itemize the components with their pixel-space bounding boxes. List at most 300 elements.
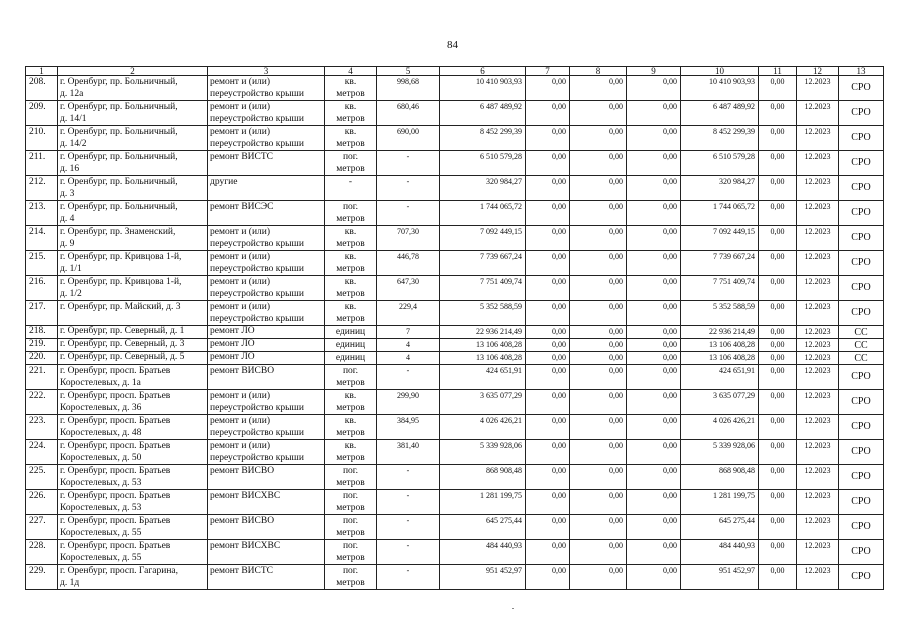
work-type-cell — [208, 226, 325, 251]
row-number: 229. — [26, 565, 58, 590]
work-type-cell — [208, 126, 325, 151]
total-cost-cell: 10 410 903,93 — [440, 76, 526, 101]
total-cost-cell: 7 751 409,74 — [440, 276, 526, 301]
volume-cell: 707,30 — [377, 226, 440, 251]
work-type-cell — [208, 339, 325, 352]
value-cell-7: 0,00 — [526, 515, 570, 540]
unit-cell-line: метров — [336, 428, 365, 438]
work-type-cell-line: ремонт и (или) — [210, 302, 271, 312]
table-row — [26, 440, 884, 465]
address-cell-line: Коростелевых, д. 53 — [60, 503, 142, 513]
address-cell-line: д. 14/1 — [60, 114, 87, 124]
unit-cell — [325, 226, 377, 251]
value-cell-9: 0,00 — [627, 465, 681, 490]
address-cell — [58, 415, 208, 440]
deadline-cell: 12.2023 — [797, 251, 839, 276]
value-cell-8: 0,00 — [570, 101, 627, 126]
value-cell-7: 0,00 — [526, 465, 570, 490]
total-cost-cell: 320 984,27 — [440, 176, 526, 201]
fund-type-cell: СС — [839, 326, 884, 339]
work-type-cell — [208, 251, 325, 276]
value-cell-8: 0,00 — [570, 352, 627, 365]
unit-cell-line: единиц — [335, 340, 366, 350]
work-type-cell-line: переустройство крыши — [210, 428, 304, 438]
row-number: 209. — [26, 101, 58, 126]
column-header: 2 — [58, 67, 208, 76]
value-cell-9: 0,00 — [627, 226, 681, 251]
value-cell-10: 7 751 409,74 — [681, 276, 759, 301]
row-number: 225. — [26, 465, 58, 490]
deadline-cell: 12.2023 — [797, 301, 839, 326]
unit-cell — [325, 465, 377, 490]
value-cell-7: 0,00 — [526, 352, 570, 365]
row-number: 214. — [26, 226, 58, 251]
unit-cell-line: кв. — [344, 416, 357, 426]
total-cost-cell: 7 739 667,24 — [440, 251, 526, 276]
unit-cell — [325, 490, 377, 515]
table-row — [26, 515, 884, 540]
fund-type-cell: СРО — [839, 390, 884, 415]
value-cell-8: 0,00 — [570, 201, 627, 226]
work-type-cell-line: ремонт и (или) — [210, 227, 271, 237]
deadline-cell: 12.2023 — [797, 515, 839, 540]
address-cell — [58, 515, 208, 540]
row-number: 217. — [26, 301, 58, 326]
value-cell-8: 0,00 — [570, 390, 627, 415]
work-type-cell-line: переустройство крыши — [210, 314, 304, 324]
work-type-cell-line: ремонт ВИСТС — [210, 566, 274, 576]
deadline-cell: 12.2023 — [797, 440, 839, 465]
address-cell-line: Коростелевых, д. 50 — [60, 453, 142, 463]
table-row — [26, 126, 884, 151]
volume-cell: 299,90 — [377, 390, 440, 415]
value-cell-11: 0,00 — [759, 352, 797, 365]
value-cell-8: 0,00 — [570, 326, 627, 339]
column-header: 3 — [208, 67, 325, 76]
value-cell-8: 0,00 — [570, 251, 627, 276]
value-cell-8: 0,00 — [570, 465, 627, 490]
work-type-cell-line: другие — [210, 177, 238, 187]
total-cost-cell: 8 452 299,39 — [440, 126, 526, 151]
value-cell-7: 0,00 — [526, 565, 570, 590]
total-cost-cell: 951 452,97 — [440, 565, 526, 590]
total-cost-cell: 484 440,93 — [440, 540, 526, 565]
unit-cell — [325, 339, 377, 352]
address-cell-line: Коростелевых, д. 53 — [60, 478, 142, 488]
work-type-cell — [208, 76, 325, 101]
value-cell-8: 0,00 — [570, 151, 627, 176]
value-cell-8: 0,00 — [570, 226, 627, 251]
fund-type-cell: СРО — [839, 365, 884, 390]
value-cell-11: 0,00 — [759, 76, 797, 101]
deadline-cell: 12.2023 — [797, 465, 839, 490]
volume-cell: 7 — [377, 326, 440, 339]
table-row — [26, 339, 884, 352]
value-cell-11: 0,00 — [759, 251, 797, 276]
fund-type-cell: СС — [839, 352, 884, 365]
column-header: 1 — [26, 67, 58, 76]
value-cell-9: 0,00 — [627, 276, 681, 301]
unit-cell-line: пог. — [342, 566, 359, 576]
unit-cell-line: метров — [336, 164, 365, 174]
value-cell-10: 6 510 579,28 — [681, 151, 759, 176]
value-cell-10: 13 106 408,28 — [681, 352, 759, 365]
deadline-cell: 12.2023 — [797, 76, 839, 101]
total-cost-cell: 5 352 588,59 — [440, 301, 526, 326]
volume-cell: - — [377, 515, 440, 540]
value-cell-7: 0,00 — [526, 101, 570, 126]
unit-cell-line: кв. — [344, 77, 357, 87]
table-row — [26, 251, 884, 276]
volume-cell: 384,95 — [377, 415, 440, 440]
total-cost-cell: 868 908,48 — [440, 465, 526, 490]
unit-cell-line: метров — [336, 403, 365, 413]
value-cell-9: 0,00 — [627, 515, 681, 540]
fund-type-cell: СРО — [839, 490, 884, 515]
address-cell-line: г. Оренбург, пр. Кривцова 1-й, — [60, 277, 182, 287]
total-cost-cell: 6 510 579,28 — [440, 151, 526, 176]
unit-cell — [325, 176, 377, 201]
address-cell — [58, 352, 208, 365]
fund-type-cell: СРО — [839, 301, 884, 326]
value-cell-8: 0,00 — [570, 490, 627, 515]
address-cell — [58, 440, 208, 465]
unit-cell-line: метров — [336, 378, 365, 388]
address-cell-line: г. Оренбург, просп. Братьев — [60, 391, 171, 401]
value-cell-10: 6 487 489,92 — [681, 101, 759, 126]
value-cell-11: 0,00 — [759, 151, 797, 176]
total-cost-cell: 424 651,91 — [440, 365, 526, 390]
column-header: 6 — [440, 67, 526, 76]
value-cell-11: 0,00 — [759, 565, 797, 590]
value-cell-11: 0,00 — [759, 490, 797, 515]
total-cost-cell: 22 936 214,49 — [440, 326, 526, 339]
fund-type-cell: СРО — [839, 176, 884, 201]
address-cell-line: г. Оренбург, просп. Братьев — [60, 441, 171, 451]
value-cell-10: 484 440,93 — [681, 540, 759, 565]
unit-cell — [325, 352, 377, 365]
work-type-cell — [208, 176, 325, 201]
work-type-cell-line: переустройство крыши — [210, 239, 304, 249]
fund-type-cell: СРО — [839, 126, 884, 151]
total-cost-cell: 6 487 489,92 — [440, 101, 526, 126]
value-cell-7: 0,00 — [526, 415, 570, 440]
work-type-cell-line: ремонт и (или) — [210, 416, 271, 426]
unit-cell — [325, 440, 377, 465]
unit-cell-line: пог. — [342, 491, 359, 501]
work-type-cell-line: ремонт ВИСТС — [210, 152, 274, 162]
work-type-cell — [208, 515, 325, 540]
column-header: 9 — [627, 67, 681, 76]
value-cell-7: 0,00 — [526, 490, 570, 515]
value-cell-7: 0,00 — [526, 301, 570, 326]
volume-cell: - — [377, 540, 440, 565]
volume-cell: - — [377, 151, 440, 176]
fund-type-cell: СРО — [839, 226, 884, 251]
table-row — [26, 415, 884, 440]
deadline-cell: 12.2023 — [797, 176, 839, 201]
row-number: 224. — [26, 440, 58, 465]
value-cell-10: 1 744 065,72 — [681, 201, 759, 226]
column-header: 13 — [839, 67, 884, 76]
address-cell-line: г. Оренбург, пр. Знаменский, — [60, 227, 176, 237]
value-cell-9: 0,00 — [627, 201, 681, 226]
deadline-cell: 12.2023 — [797, 540, 839, 565]
unit-cell-line: пог. — [342, 152, 359, 162]
address-cell — [58, 540, 208, 565]
deadline-cell: 12.2023 — [797, 415, 839, 440]
fund-type-cell: СРО — [839, 76, 884, 101]
address-cell-line: д. 1/1 — [60, 264, 82, 274]
value-cell-7: 0,00 — [526, 251, 570, 276]
address-cell — [58, 326, 208, 339]
deadline-cell: 12.2023 — [797, 339, 839, 352]
value-cell-11: 0,00 — [759, 176, 797, 201]
deadline-cell: 12.2023 — [797, 365, 839, 390]
value-cell-11: 0,00 — [759, 465, 797, 490]
address-cell — [58, 251, 208, 276]
value-cell-8: 0,00 — [570, 365, 627, 390]
total-cost-cell: 645 275,44 — [440, 515, 526, 540]
work-type-cell — [208, 101, 325, 126]
table-row — [26, 490, 884, 515]
table-row — [26, 76, 884, 101]
table-row — [26, 365, 884, 390]
address-cell-line: д. 4 — [60, 214, 75, 224]
volume-cell: 998,68 — [377, 76, 440, 101]
value-cell-7: 0,00 — [526, 126, 570, 151]
value-cell-11: 0,00 — [759, 515, 797, 540]
value-cell-10: 951 452,97 — [681, 565, 759, 590]
value-cell-8: 0,00 — [570, 540, 627, 565]
unit-cell-line: кв. — [344, 227, 357, 237]
table-row — [26, 540, 884, 565]
address-cell-line: г. Оренбург, просп. Братьев — [60, 541, 171, 551]
address-cell — [58, 365, 208, 390]
value-cell-8: 0,00 — [570, 415, 627, 440]
value-cell-7: 0,00 — [526, 326, 570, 339]
volume-cell: 4 — [377, 339, 440, 352]
value-cell-9: 0,00 — [627, 565, 681, 590]
work-type-cell-line: переустройство крыши — [210, 264, 304, 274]
fund-type-cell: СС — [839, 339, 884, 352]
address-cell — [58, 101, 208, 126]
table-row — [26, 326, 884, 339]
value-cell-7: 0,00 — [526, 76, 570, 101]
work-type-cell-line: ремонт и (или) — [210, 127, 271, 137]
value-cell-9: 0,00 — [627, 301, 681, 326]
fund-type-cell: СРО — [839, 565, 884, 590]
unit-cell-line: кв. — [344, 302, 357, 312]
address-cell — [58, 176, 208, 201]
value-cell-9: 0,00 — [627, 176, 681, 201]
work-type-cell-line: переустройство крыши — [210, 89, 304, 99]
address-cell-line: г. Оренбург, пр. Майский, д. 3 — [60, 302, 181, 312]
value-cell-10: 3 635 077,29 — [681, 390, 759, 415]
repair-schedule-table — [25, 66, 884, 590]
value-cell-10: 7 092 449,15 — [681, 226, 759, 251]
address-cell — [58, 301, 208, 326]
address-cell-line: г. Оренбург, просп. Братьев — [60, 366, 171, 376]
table-row — [26, 565, 884, 590]
work-type-cell — [208, 301, 325, 326]
address-cell-line: г. Оренбург, пр. Больничный, — [60, 102, 178, 112]
deadline-cell: 12.2023 — [797, 326, 839, 339]
address-cell — [58, 201, 208, 226]
volume-cell: 4 — [377, 352, 440, 365]
unit-cell — [325, 415, 377, 440]
unit-cell-line: метров — [336, 214, 365, 224]
unit-cell — [325, 515, 377, 540]
value-cell-11: 0,00 — [759, 276, 797, 301]
address-cell-line: д. 3 — [60, 189, 75, 199]
table-row — [26, 465, 884, 490]
row-number: 215. — [26, 251, 58, 276]
value-cell-10: 10 410 903,93 — [681, 76, 759, 101]
deadline-cell: 12.2023 — [797, 565, 839, 590]
work-type-cell — [208, 415, 325, 440]
total-cost-cell: 1 744 065,72 — [440, 201, 526, 226]
work-type-cell — [208, 465, 325, 490]
value-cell-8: 0,00 — [570, 301, 627, 326]
value-cell-8: 0,00 — [570, 565, 627, 590]
value-cell-9: 0,00 — [627, 76, 681, 101]
volume-cell: 680,46 — [377, 101, 440, 126]
fund-type-cell: СРО — [839, 465, 884, 490]
work-type-cell-line: переустройство крыши — [210, 453, 304, 463]
work-type-cell-line: ремонт ВИСВО — [210, 516, 275, 526]
address-cell-line: г. Оренбург, пр. Северный, д. 1 — [60, 326, 185, 336]
unit-cell-line: метров — [336, 89, 365, 99]
row-number: 221. — [26, 365, 58, 390]
address-cell-line: Коростелевых, д. 1а — [60, 378, 141, 388]
value-cell-9: 0,00 — [627, 101, 681, 126]
value-cell-7: 0,00 — [526, 365, 570, 390]
work-type-cell — [208, 276, 325, 301]
address-cell-line: д. 1д — [60, 578, 80, 588]
volume-cell: 690,00 — [377, 126, 440, 151]
row-number: 219. — [26, 339, 58, 352]
work-type-cell — [208, 565, 325, 590]
deadline-cell: 12.2023 — [797, 101, 839, 126]
value-cell-11: 0,00 — [759, 540, 797, 565]
unit-cell-line: кв. — [344, 102, 357, 112]
value-cell-10: 8 452 299,39 — [681, 126, 759, 151]
unit-cell — [325, 76, 377, 101]
address-cell-line: г. Оренбург, пр. Больничный, — [60, 77, 178, 87]
value-cell-7: 0,00 — [526, 540, 570, 565]
column-header: 11 — [759, 67, 797, 76]
address-cell-line: д. 16 — [60, 164, 80, 174]
column-header: 10 — [681, 67, 759, 76]
deadline-cell: 12.2023 — [797, 126, 839, 151]
address-cell — [58, 565, 208, 590]
address-cell-line: д. 1/2 — [60, 289, 82, 299]
value-cell-11: 0,00 — [759, 339, 797, 352]
address-cell-line: г. Оренбург, просп. Гагарина, — [60, 566, 178, 576]
value-cell-8: 0,00 — [570, 76, 627, 101]
fund-type-cell: СРО — [839, 415, 884, 440]
value-cell-7: 0,00 — [526, 201, 570, 226]
total-cost-cell: 7 092 449,15 — [440, 226, 526, 251]
unit-cell-line: кв. — [344, 277, 357, 287]
value-cell-7: 0,00 — [526, 390, 570, 415]
row-number: 213. — [26, 201, 58, 226]
row-number: 228. — [26, 540, 58, 565]
work-type-cell — [208, 326, 325, 339]
column-header: 12 — [797, 67, 839, 76]
unit-cell-line: метров — [336, 478, 365, 488]
unit-cell-line: метров — [336, 114, 365, 124]
value-cell-11: 0,00 — [759, 365, 797, 390]
unit-cell-line: метров — [336, 453, 365, 463]
total-cost-cell: 5 339 928,06 — [440, 440, 526, 465]
value-cell-11: 0,00 — [759, 126, 797, 151]
value-cell-11: 0,00 — [759, 326, 797, 339]
address-cell-line: г. Оренбург, пр. Северный, д. 3 — [60, 339, 185, 349]
page-number: 84 — [447, 39, 458, 51]
work-type-cell-line: ремонт и (или) — [210, 102, 271, 112]
value-cell-11: 0,00 — [759, 101, 797, 126]
deadline-cell: 12.2023 — [797, 352, 839, 365]
value-cell-8: 0,00 — [570, 126, 627, 151]
row-number: 226. — [26, 490, 58, 515]
work-type-cell-line: ремонт и (или) — [210, 77, 271, 87]
value-cell-7: 0,00 — [526, 339, 570, 352]
deadline-cell: 12.2023 — [797, 226, 839, 251]
value-cell-10: 1 281 199,75 — [681, 490, 759, 515]
unit-cell-line: пог. — [342, 541, 359, 551]
table-row — [26, 276, 884, 301]
address-cell-line: д. 14/2 — [60, 139, 87, 149]
address-cell-line: г. Оренбург, пр. Больничный, — [60, 152, 178, 162]
work-type-cell-line: ремонт и (или) — [210, 391, 271, 401]
value-cell-8: 0,00 — [570, 176, 627, 201]
value-cell-11: 0,00 — [759, 201, 797, 226]
total-cost-cell: 4 026 426,21 — [440, 415, 526, 440]
address-cell — [58, 151, 208, 176]
volume-cell: 446,78 — [377, 251, 440, 276]
value-cell-8: 0,00 — [570, 339, 627, 352]
address-cell — [58, 339, 208, 352]
row-number: 220. — [26, 352, 58, 365]
unit-cell-line: кв. — [344, 252, 357, 262]
volume-cell: - — [377, 176, 440, 201]
table-row — [26, 352, 884, 365]
value-cell-9: 0,00 — [627, 490, 681, 515]
unit-cell-line: метров — [336, 528, 365, 538]
unit-cell-line: метров — [336, 503, 365, 513]
unit-cell — [325, 201, 377, 226]
fund-type-cell: СРО — [839, 151, 884, 176]
unit-cell — [325, 565, 377, 590]
address-cell-line: д. 9 — [60, 239, 75, 249]
table-row — [26, 226, 884, 251]
value-cell-9: 0,00 — [627, 151, 681, 176]
total-cost-cell: 3 635 077,29 — [440, 390, 526, 415]
unit-cell — [325, 251, 377, 276]
address-cell — [58, 490, 208, 515]
unit-cell-line: пог. — [342, 466, 359, 476]
value-cell-10: 5 339 928,06 — [681, 440, 759, 465]
unit-cell-line: единиц — [335, 327, 366, 337]
value-cell-8: 0,00 — [570, 276, 627, 301]
table-row — [26, 151, 884, 176]
column-header: 5 — [377, 67, 440, 76]
volume-cell: - — [377, 565, 440, 590]
address-cell-line: г. Оренбург, просп. Братьев — [60, 491, 171, 501]
volume-cell: - — [377, 490, 440, 515]
